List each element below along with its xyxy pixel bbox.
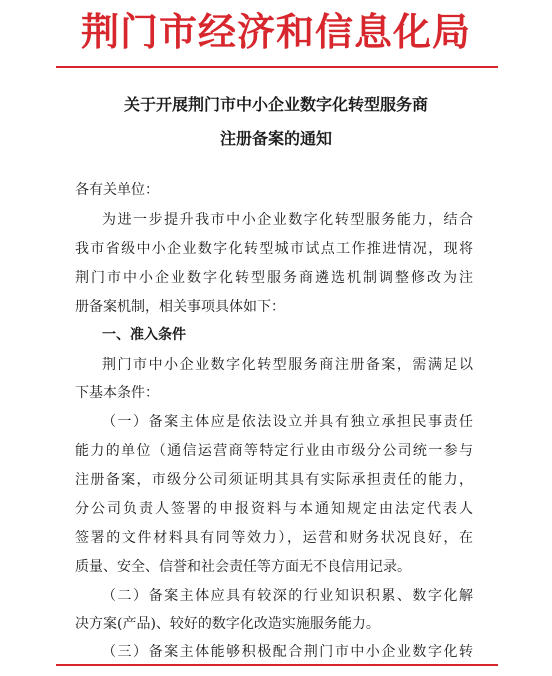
issuer-header: 荆门市经济和信息化局 bbox=[80, 10, 471, 54]
paragraph-line: （二）备案主体应具有较深的行业知识积累、数字化解 bbox=[102, 588, 473, 604]
salutation: 各有关单位： bbox=[75, 182, 159, 198]
footer-red-rule bbox=[56, 664, 498, 666]
paragraph-line: 荆门市中小企业数字化转型服务商遴选机制调整修改为注 bbox=[75, 270, 473, 286]
paragraph-line: 质量、安全、信誉和社会责任等方面无不良信用记录。 bbox=[75, 559, 411, 575]
paragraph-line: 为进一步提升我市中小企业数字化转型服务能力，结合 bbox=[102, 212, 473, 228]
paragraph-line: （三）备案主体能够积极配合荆门市中小企业数字化转 bbox=[102, 644, 473, 660]
paragraph-line: 分公司负责人签署的申报资料与本通知规定由法定代表人 bbox=[75, 501, 473, 517]
notice-title-line-2: 注册备案的通知 bbox=[219, 129, 332, 148]
paragraph-line: 能力的单位（通信运营商等特定行业由市级分公司统一参与 bbox=[75, 443, 473, 459]
paragraph-line: 下基本条件： bbox=[75, 385, 159, 401]
paragraph-line: （一）备案主体应是依法设立并具有独立承担民事责任 bbox=[102, 414, 473, 430]
paragraph-line: 荆门市中小企业数字化转型服务商注册备案，需满足以 bbox=[102, 357, 473, 373]
paragraph-line: 册备案机制，相关事项具体如下： bbox=[75, 299, 285, 315]
paragraph-line: 我市省级中小企业数字化转型城市试点工作推进情况，现将 bbox=[75, 241, 473, 257]
header-red-rule bbox=[56, 66, 498, 68]
paragraph-line: 签署的文件材料具有同等效力），运营和财务状况良好，在 bbox=[75, 530, 473, 546]
section-heading: 一、准入条件 bbox=[102, 327, 186, 343]
paragraph-line: 注册备案，市级分公司须证明其具有实际承担责任的能力， bbox=[75, 472, 473, 488]
notice-title-line-1: 关于开展荆门市中小企业数字化转型服务商 bbox=[123, 95, 428, 114]
paragraph-line: 决方案(产品)、较好的数字化改造实施服务能力。 bbox=[75, 616, 380, 632]
